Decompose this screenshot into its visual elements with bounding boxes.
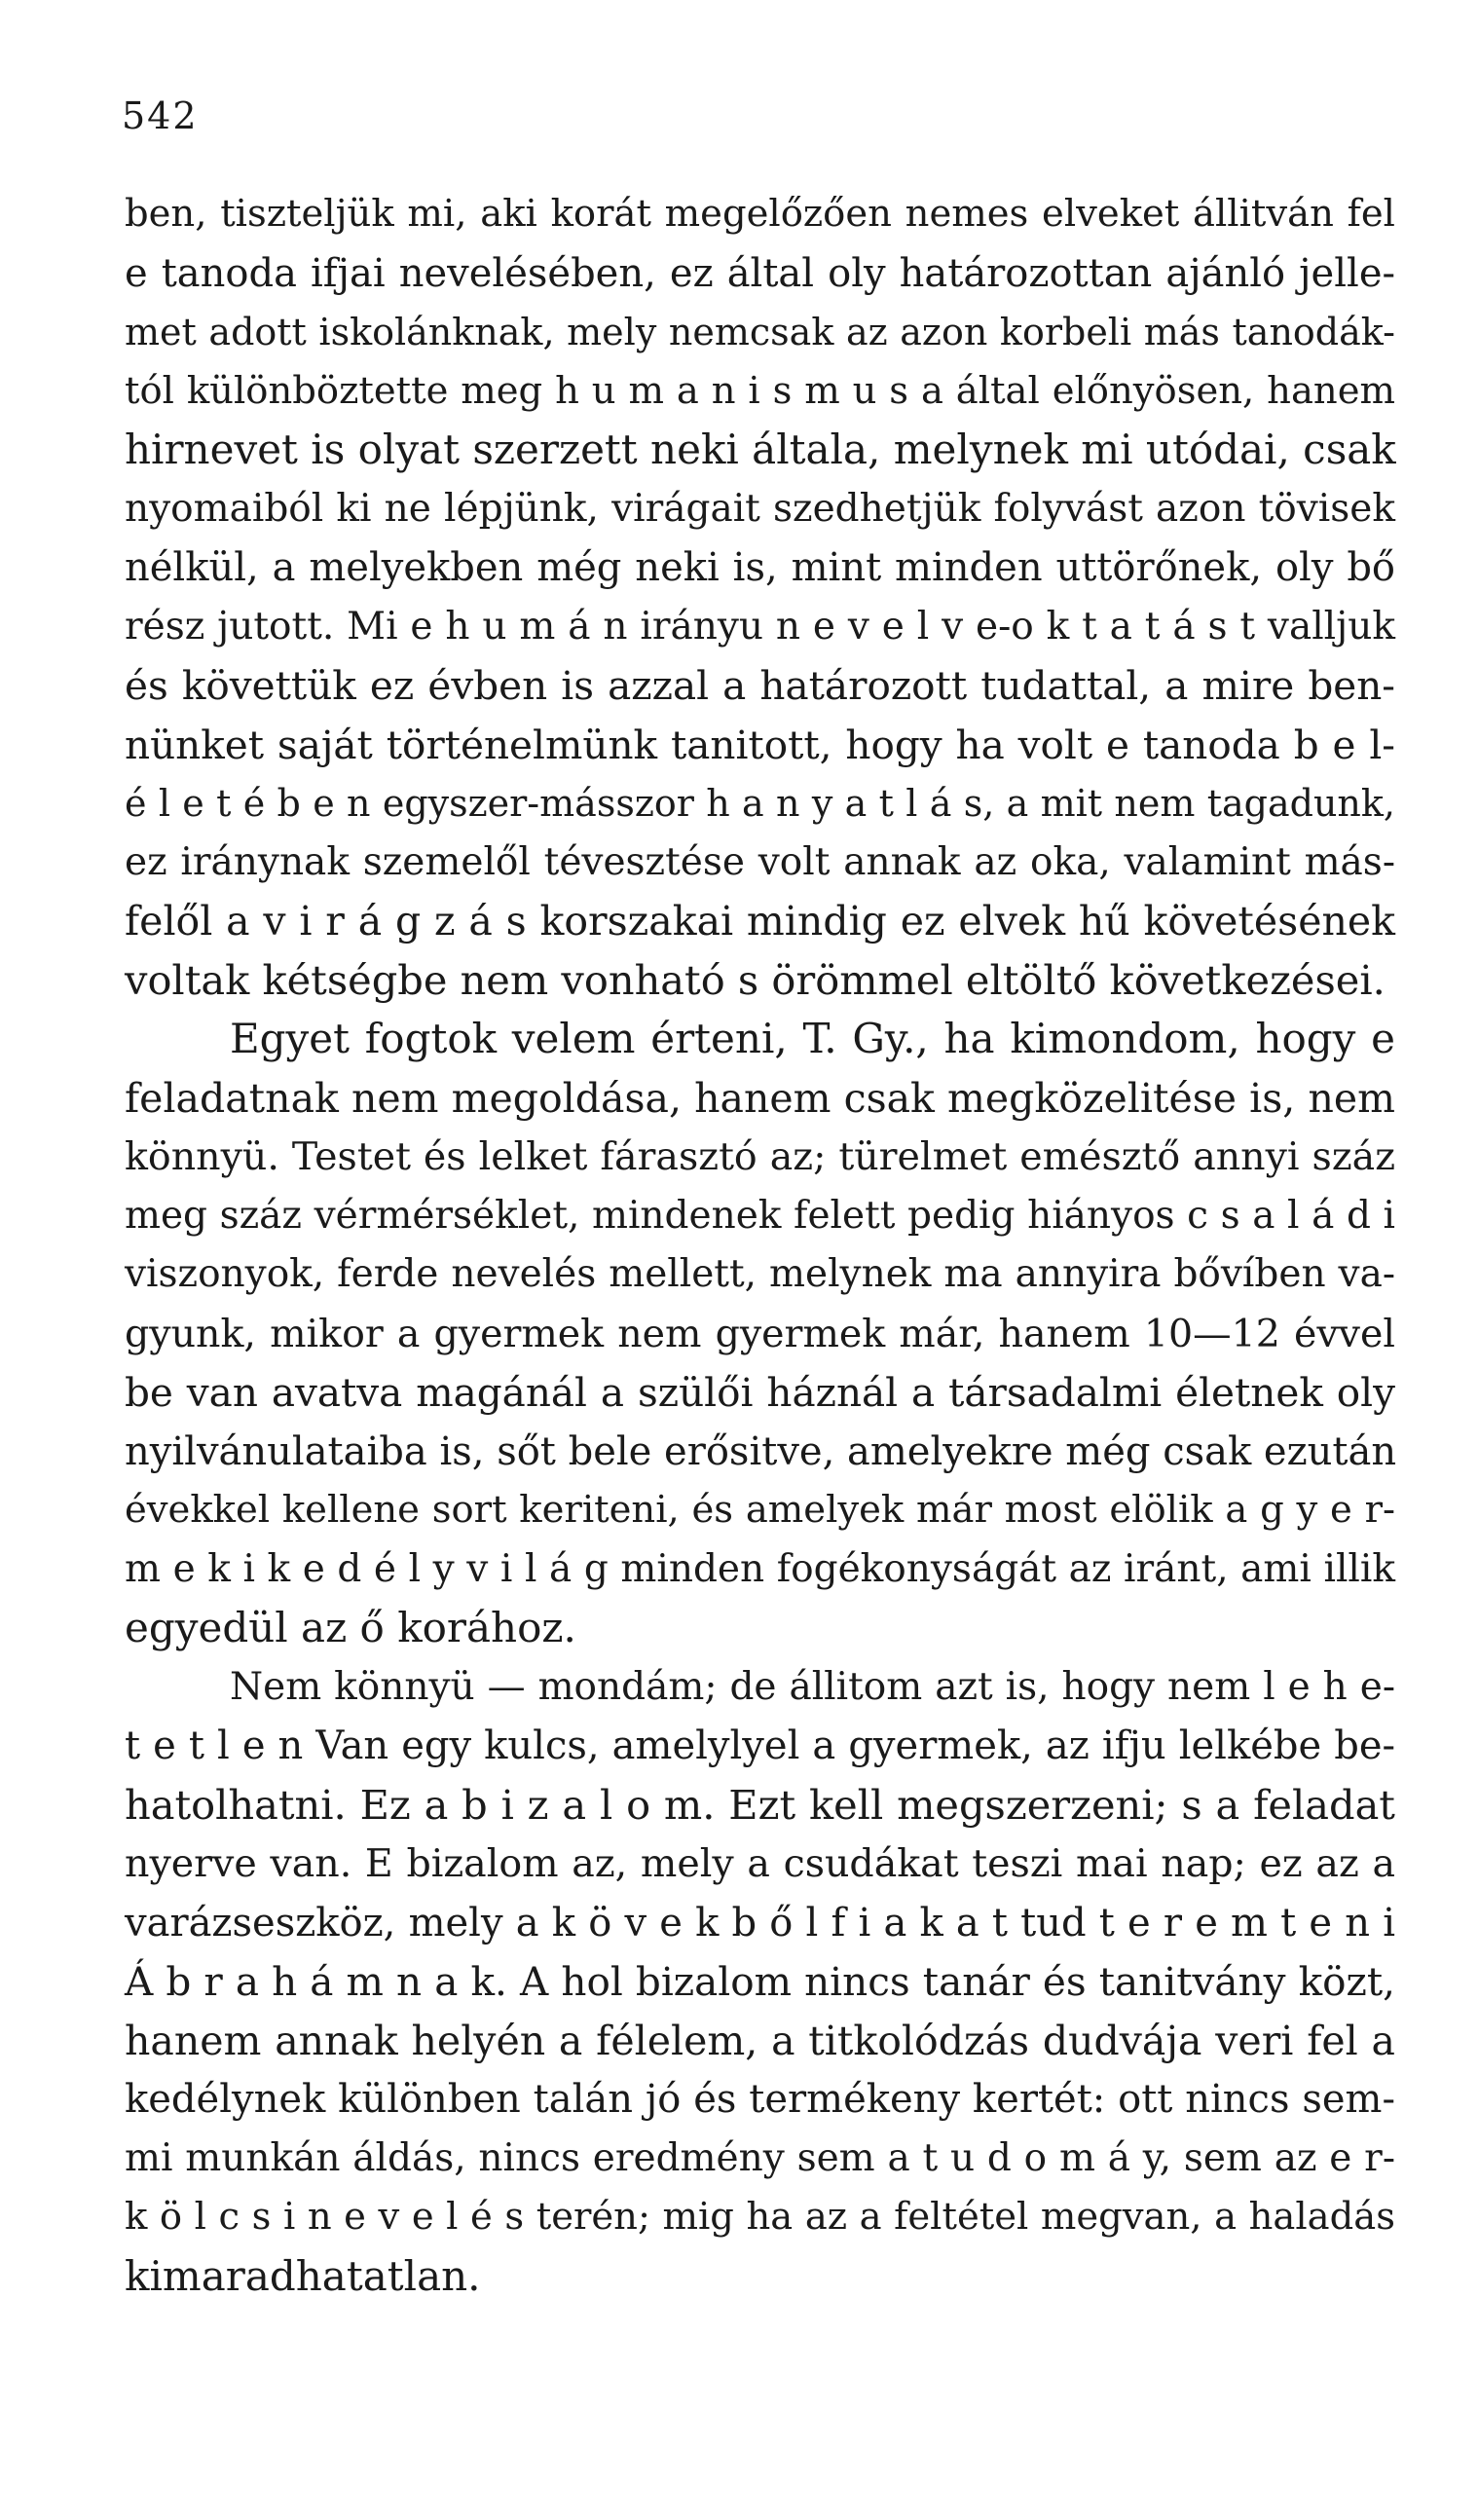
text-line: nyerve van. E bizalom az, mely a csudákat teszi mai nap; ez az a	[125, 1841, 1395, 1886]
text-line: nyomaiból ki ne lépjünk, virágait szedhetjük folyvást azon tövisek	[125, 486, 1395, 531]
text-line: egyedül az ő korához.	[125, 1604, 576, 1651]
text-line: hatolhatni. Ez a b i z a l o m. Ezt kell megszerzeni; s a feladat	[125, 1780, 1395, 1829]
text-line: meg száz vérmérséklet, mindenek felett pedig hiányos c s a l á d i	[125, 1193, 1395, 1238]
text-line: varázseszköz, mely a k ö v e k b ő l f i a k a t tud t e r e m t e n i	[125, 1900, 1395, 1946]
text-line: Á b r a h á m n a k. A hol bizalom nincs tanár és tanitvány közt,	[125, 1958, 1395, 2005]
text-line: e tanoda ifjai nevelésében, ez által oly határozottan ajánló jelle-	[125, 250, 1395, 296]
text-line: ben, tiszteljük mi, aki korát megelőzően nemes elveket állitván fel	[125, 192, 1395, 236]
text-line: Nem könnyü — mondám; de állitom azt is, hogy nem l e h e-	[230, 1664, 1395, 1709]
text-line: viszonyok, ferde nevelés mellett, melynek ma annyira bővíben va-	[125, 1252, 1395, 1296]
text-line: kedélynek különben talán jó és termékeny kertét: ott nincs sem-	[125, 2077, 1395, 2122]
text-line: könnyü. Testet és lelket fárasztó az; türelmet emésztő annyi száz	[125, 1134, 1395, 1179]
text-line: m e k i k e d é l y v i l á g minden fogékonyságát az iránt, ami illik	[125, 1546, 1395, 1591]
page-number: 542	[122, 94, 199, 137]
text-line: é l e t é b e n egyszer-másszor h a n y a t l á s, a mit nem tagadunk,	[125, 782, 1395, 825]
text-line: nyilvánulataiba is, sőt bele erősitve, amelyekre még csak ezután	[125, 1428, 1397, 1474]
text-line: Egyet fogtok velem érteni, T. Gy., ha kimondom, hogy e	[230, 1015, 1395, 1062]
text-line: voltak kétségbe nem vonható s örömmel eltöltő következései.	[125, 955, 1386, 1004]
text-line: évekkel kellene sort keriteni, és amelyek már most elölik a g y e r-	[125, 1488, 1395, 1532]
text-line: be van avatva magánál a szülői háznál a társadalmi életnek oly	[125, 1369, 1395, 1416]
text-line: mi munkán áldás, nincs eredmény sem a t u d o m á y, sem az e r-	[125, 2135, 1395, 2180]
body-text	[125, 185, 1395, 2306]
text-line: nünket saját történelmünk tanitott, hogy ha volt e tanoda b e l-	[125, 721, 1395, 768]
text-line: hanem annak helyén a félelem, a titkolódzás dudvája veri fel a	[125, 2017, 1395, 2064]
text-line: rész jutott. Mi e h u m á n irányu n e v e l v e-o k t a t á s t valljuk	[125, 604, 1395, 649]
text-line: gyunk, mikor a gyermek nem gyermek már, hanem 10—12 évvel	[125, 1311, 1395, 1356]
text-line: ez iránynak szemelől tévesztése volt annak az oka, valamint más-	[125, 839, 1395, 884]
paragraph-2	[125, 1010, 1395, 1658]
text-line: hirnevet is olyat szerzett neki általa, melynek mi utódai, csak	[125, 426, 1396, 473]
text-line: tól különböztette meg h u m a n i s m u s a által előnyösen, hanem	[125, 368, 1395, 413]
text-line: nélkül, a melyekben még neki is, mint minden uttörőnek, oly bő	[125, 545, 1395, 590]
text-line: k ö l c s i n e v e l é s terén; mig ha az a feltétel megvan, a haladás	[125, 2195, 1395, 2239]
text-line: kimaradhatatlan.	[125, 2251, 481, 2300]
paragraph-1	[125, 185, 1395, 1010]
text-line: met adott iskolánknak, mely nemcsak az azon korbeli más tanodák-	[125, 311, 1395, 353]
text-line: t e t l e n Van egy kulcs, amelylyel a gyermek, az ifju lelkébe be-	[125, 1723, 1395, 1768]
text-line: felől a v i r á g z á s korszakai mindig ez elvek hű követésének	[125, 898, 1395, 945]
text-line: feladatnak nem megoldása, hanem csak megközelitése is, nem	[125, 1074, 1395, 1122]
paragraph-3	[125, 1658, 1395, 2307]
text-line: és követtük ez évben is azzal a határozott tudattal, a mire ben-	[125, 662, 1395, 709]
